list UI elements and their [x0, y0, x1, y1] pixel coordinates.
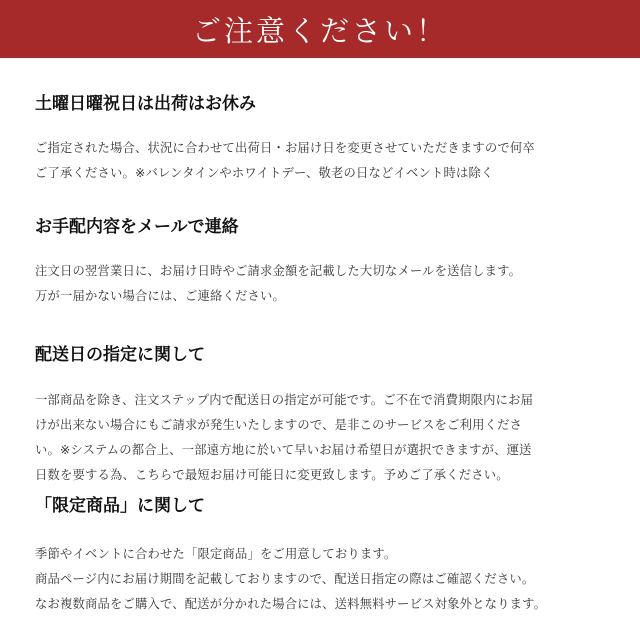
banner-title: ご注意ください！	[191, 13, 448, 48]
section-delivery-date	[35, 344, 610, 488]
section-email-notice	[35, 216, 610, 309]
body-line: 一部商品を除き、注文ステップ内で配送日の指定が可能です。ご不在で消費期限内にお届	[35, 393, 534, 407]
body-line: けが出来ない場合にもご請求が発生いたしますので、是非このサービスをご利用くださ	[35, 418, 523, 432]
body-line: 商品ページ内にお届け期間を記載しておりますので、配送日指定の際はご確認ください。	[35, 572, 535, 586]
section-heading: お手配内容をメールで連絡	[35, 217, 239, 237]
section-limited-products	[35, 495, 610, 617]
section-heading: 土曜日曜祝日は出荷はお休み	[35, 94, 256, 114]
notice-banner	[0, 0, 640, 58]
body-line: い。※システムの都合上、一部遠方地に於いて早いお届け希望日が選択できますが、運送	[35, 443, 532, 457]
body-line: ご了承ください。※バレンタインやホワイトデー、敬老の日などイベント時は除く	[35, 166, 494, 180]
section-heading: 「限定商品」に関して	[35, 496, 205, 516]
body-line: ご指定された場合、状況に合わせて出荷日・お届け日を変更させていただきますので何卒	[35, 141, 535, 155]
body-line: なお複数商品をご購入で、配送が分かれた場合には、送料無料サービス対象外となります。	[35, 597, 547, 611]
body-line: 万が一届かない場合には、ご連絡ください。	[35, 289, 285, 303]
body-line: 注文日の翌営業日に、お届け日時やご請求金額を記載した大切なメールを送信します。	[35, 264, 522, 278]
body-line: 季節やイベントに合わせた「限定商品」をご用意しております。	[35, 547, 397, 561]
section-weekend-shipping	[35, 93, 610, 186]
section-body	[35, 542, 610, 617]
section-body	[35, 136, 610, 186]
body-line: 日数を要する為、こちらで最短お届け可能日に変更致します。予めご了承ください。	[35, 468, 509, 482]
section-body	[35, 388, 610, 488]
section-heading: 配送日の指定に関して	[35, 345, 205, 365]
section-body	[35, 259, 610, 309]
